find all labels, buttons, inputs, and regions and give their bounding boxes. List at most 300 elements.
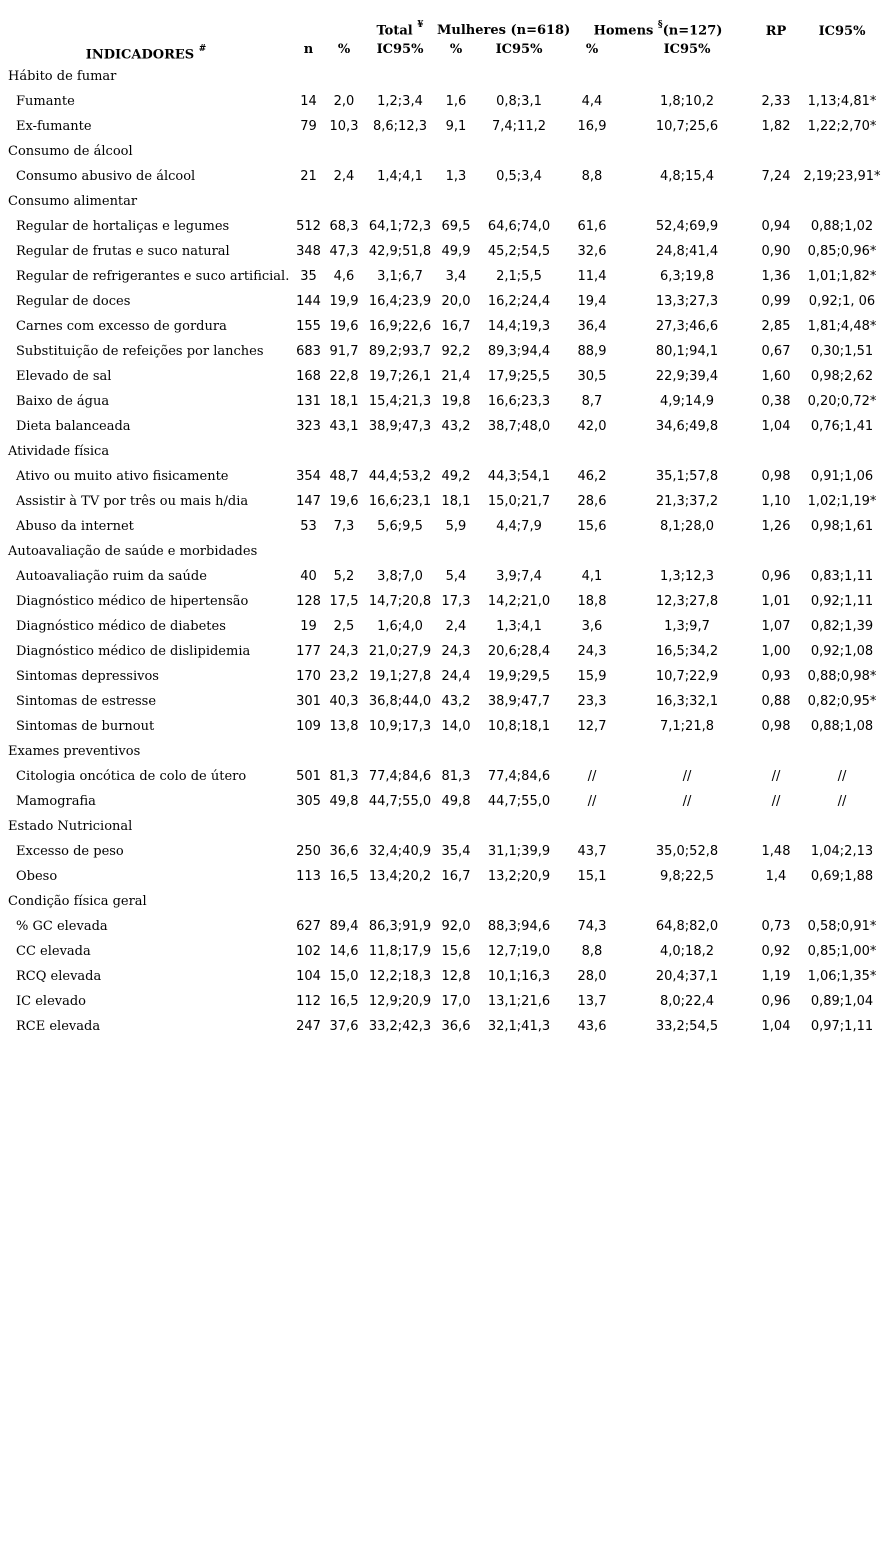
indicator-label: Sintomas de estresse [16,694,157,709]
men-pct-cell: 11,4 [577,269,607,284]
section-label: Consumo de álcool [8,144,133,159]
pct-cell: 22,8 [329,369,359,384]
table-row [0,364,885,389]
table-row [0,614,885,639]
ic-cell: 16,4;23,9 [368,294,432,309]
rp-cell: 0,38 [761,394,791,409]
women-pct-cell: 2,4 [445,619,467,634]
section-label: Consumo alimentar [8,194,138,209]
women-pct-cell: 49,2 [441,469,471,484]
men-pct-cell: 15,9 [577,669,607,684]
rp-ic-cell: 0,69;1,88 [810,869,874,884]
indicator-label: Obeso [16,869,58,884]
men-pct-cell: 74,3 [577,919,607,934]
women-ic-header: IC95% [495,42,543,57]
rp-ic-cell: 0,91;1,06 [810,469,874,484]
rp-cell: // [771,794,781,809]
n-cell: 348 [296,244,321,259]
n-cell: 683 [296,344,321,359]
women-pct-cell: 1,6 [445,94,467,109]
rp-cell: 1,04 [761,1019,791,1034]
men-pct-cell: 61,6 [577,219,607,234]
men-ic-cell: 21,3;37,2 [655,494,719,509]
table-row [0,414,885,439]
pct-cell: 14,6 [329,944,359,959]
rp-cell: 7,24 [761,169,791,184]
women-pct-cell: 36,6 [441,1019,471,1034]
rp-cell: 0,90 [761,244,791,259]
rp-cell: 1,01 [761,594,791,609]
indicator-label: Regular de doces [16,294,131,309]
indicator-label: RCE elevada [16,1019,101,1034]
pct-cell: 16,5 [329,869,359,884]
ic-cell: 1,4;4,1 [377,169,423,184]
section-row [0,739,885,764]
women-ic-cell: 38,7;48,0 [487,419,551,434]
rp-ic-cell: 1,22;2,70* [807,119,877,134]
table-row [0,1014,885,1039]
women-header: Mulheres (n=618) [437,23,571,38]
n-cell: 104 [296,969,321,984]
pct-cell: 49,8 [329,794,359,809]
table-row [0,939,885,964]
ic-cell: 86,3;91,9 [368,919,432,934]
rp-ic-cell: 0,58;0,91* [807,919,877,934]
n-cell: 247 [296,1019,321,1034]
rp-cell: 0,99 [761,294,791,309]
n-cell: 501 [296,769,321,784]
rp-ic-cell: 0,92;1,11 [810,594,874,609]
women-pct-cell: 16,7 [441,869,471,884]
men-pct-cell: 43,7 [577,844,607,859]
men-ic-cell: 16,3;32,1 [655,694,719,709]
rp-cell: 1,04 [761,419,791,434]
rp-ic-cell: 0,85;0,96* [807,244,877,259]
rp-ic-cell: 1,01;1,82* [807,269,877,284]
pct-cell: 13,8 [329,719,359,734]
indicator-label: Diagnóstico médico de diabetes [16,619,226,634]
men-ic-cell: 13,3;27,3 [655,294,719,309]
men-ic-cell: 7,1;21,8 [660,719,714,734]
section-label: Estado Nutricional [8,819,133,834]
n-cell: 21 [300,169,317,184]
women-ic-cell: 44,7;55,0 [487,794,551,809]
pct-cell: 36,6 [329,844,359,859]
indicator-label: Regular de frutas e suco natural [16,244,230,259]
rp-cell: 0,98 [761,469,791,484]
women-ic-cell: 38,9;47,7 [487,694,551,709]
women-ic-cell: 89,3;94,4 [487,344,551,359]
women-ic-cell: 12,7;19,0 [487,944,551,959]
n-cell: 14 [300,94,317,109]
ic-cell: 10,9;17,3 [368,719,432,734]
section-label: Atividade física [8,444,110,459]
table-row [0,264,885,289]
women-pct-cell: 18,1 [441,494,471,509]
men-pct-cell: 8,7 [581,394,603,409]
table-row [0,164,885,189]
rp-ic-cell: 0,82;0,95* [807,694,877,709]
women-ic-cell: 10,8;18,1 [487,719,551,734]
n-cell: 177 [296,644,321,659]
n-cell: 250 [296,844,321,859]
section-label: Hábito de fumar [8,69,117,84]
men-pct-cell: // [587,769,597,784]
ic-cell: 44,7;55,0 [368,794,432,809]
table-row [0,989,885,1014]
men-ic-cell: 52,4;69,9 [655,219,719,234]
indicator-label: Assistir à TV por três ou mais h/dia [16,494,249,509]
pct-cell: 7,3 [333,519,355,534]
ic-cell: 42,9;51,8 [368,244,432,259]
rp-cell: 0,96 [761,569,791,584]
women-ic-cell: 14,2;21,0 [487,594,551,609]
ic-cell: 12,9;20,9 [368,994,432,1009]
men-pct-cell: 88,9 [577,344,607,359]
rp-cell: 0,96 [761,994,791,1009]
ic-cell: 38,9;47,3 [368,419,432,434]
men-pct-cell: 28,0 [577,969,607,984]
rp-cell: 0,94 [761,219,791,234]
men-ic-header: IC95% [663,42,711,57]
women-ic-cell: 45,2;54,5 [487,244,551,259]
women-pct-cell: 43,2 [441,419,471,434]
women-ic-cell: 13,1;21,6 [487,994,551,1009]
section-row [0,189,885,214]
rp-ic-cell: 1,81;4,48* [807,319,877,334]
rp-cell: 1,10 [761,494,791,509]
rp-header: RP [765,23,787,39]
women-ic-cell: 13,2;20,9 [487,869,551,884]
pct-cell: 16,5 [329,994,359,1009]
ic-cell: 21,0;27,9 [368,644,432,659]
table-row [0,239,885,264]
n-cell: 40 [300,569,317,584]
n-cell: 512 [296,219,321,234]
table-row [0,714,885,739]
rp-ic-cell: 0,83;1,11 [810,569,874,584]
rp-ic-cell: 0,97;1,11 [810,1019,874,1034]
pct-cell: 5,2 [333,569,355,584]
women-ic-cell: 16,2;24,4 [487,294,551,309]
n-cell: 168 [296,369,321,384]
men-ic-cell: 10,7;22,9 [655,669,719,684]
rp-ic-cell: 0,92;1, 06 [808,294,876,309]
n-cell: 301 [296,694,321,709]
indicator-label: Citologia oncótica de colo de útero [16,769,247,784]
table-row [0,339,885,364]
women-ic-cell: 14,4;19,3 [487,319,551,334]
pct-cell: 47,3 [329,244,359,259]
rp-cell: 1,48 [761,844,791,859]
ic-cell: 44,4;53,2 [368,469,432,484]
men-ic-cell: 4,9;14,9 [660,394,714,409]
indicator-label: Elevado de sal [16,369,112,384]
women-pct-cell: 17,0 [441,994,471,1009]
rp-ic-cell: 1,02;1,19* [807,494,877,509]
men-pct-cell: 24,3 [577,644,607,659]
women-pct-cell: 92,2 [441,344,471,359]
indicator-label: Baixo de água [16,394,110,409]
rp-cell: 0,98 [761,719,791,734]
table-row [0,839,885,864]
men-pct-cell: 42,0 [577,419,607,434]
rp-ic-cell: 0,89;1,04 [810,994,874,1009]
ic-cell: 3,8;7,0 [377,569,423,584]
men-header [563,0,753,40]
men-pct-cell: 8,8 [581,944,603,959]
indicator-label: Dieta balanceada [16,419,131,434]
table-row [0,489,885,514]
women-ic-cell: 2,1;5,5 [496,269,542,284]
indicator-label: Ex-fumante [16,119,92,134]
table-row [0,114,885,139]
ic-cell: 5,6;9,5 [377,519,423,534]
men-pct-cell: 8,8 [581,169,603,184]
n-cell: 112 [296,994,321,1009]
rp-ic-cell: 0,98;2,62 [810,369,874,384]
men-pct-cell: 30,5 [577,369,607,384]
table-row [0,464,885,489]
section-row [0,889,885,914]
indicator-label: Excesso de peso [16,844,124,859]
rp-ic-cell: 2,19;23,91* [803,169,881,184]
ic-cell: 1,6;4,0 [377,619,423,634]
men-ic-cell: 27,3;46,6 [655,319,719,334]
n-cell: 35 [300,269,317,284]
women-pct-cell: 14,0 [441,719,471,734]
men-pct-cell: 15,1 [577,869,607,884]
women-ic-cell: 16,6;23,3 [487,394,551,409]
men-pct-cell: 23,3 [577,694,607,709]
men-pct-cell: 19,4 [577,294,607,309]
women-pct-cell: 17,3 [441,594,471,609]
section-label: Exames preventivos [8,744,141,759]
rp-cell: 1,00 [761,644,791,659]
women-pct-cell: 35,4 [441,844,471,859]
men-pct-cell: 43,6 [577,1019,607,1034]
n-cell: 113 [296,869,321,884]
total-header-label: Total [376,23,413,38]
pct-cell: 10,3 [329,119,359,134]
rp-cell: 1,19 [761,969,791,984]
pct-cell: 48,7 [329,469,359,484]
table-header [0,0,885,64]
section-row [0,64,885,89]
ic-cell: 11,8;17,9 [368,944,432,959]
men-ic-cell: 12,3;27,8 [655,594,719,609]
men-pct-cell: 18,8 [577,594,607,609]
women-ic-cell: 10,1;16,3 [487,969,551,984]
women-pct-cell: 5,9 [445,519,467,534]
pct-cell: 15,0 [329,969,359,984]
section-label: Autoavaliação de saúde e morbidades [8,544,258,559]
men-ic-cell: 34,6;49,8 [655,419,719,434]
ic-cell: 19,7;26,1 [368,369,432,384]
ic-cell: 14,7;20,8 [368,594,432,609]
men-ic-cell: 35,0;52,8 [655,844,719,859]
men-footnote-mark: § [657,19,663,30]
women-ic-cell: 3,9;7,4 [496,569,542,584]
women-pct-cell: 20,0 [441,294,471,309]
ic-cell: 36,8;44,0 [368,694,432,709]
pct-cell: 43,1 [329,419,359,434]
men-ic-cell: 22,9;39,4 [655,369,719,384]
rp-cell: 1,36 [761,269,791,284]
table-row [0,664,885,689]
section-row [0,439,885,464]
n-cell: 19 [300,619,317,634]
women-ic-cell: 32,1;41,3 [487,1019,551,1034]
indicators-header [0,0,292,64]
table-row [0,289,885,314]
men-pct-cell: // [587,794,597,809]
pct-cell: 91,7 [329,344,359,359]
rp-ic-header: IC95% [818,23,866,39]
women-pct-cell: 5,4 [445,569,467,584]
men-ic-cell: 4,0;18,2 [660,944,714,959]
pct-cell: 89,4 [329,919,359,934]
indicator-label: Sintomas depressivos [16,669,159,684]
women-ic-cell: 7,4;11,2 [492,119,546,134]
pct-cell: 18,1 [329,394,359,409]
rp-cell: // [771,769,781,784]
indicator-label: Sintomas de burnout [16,719,155,734]
women-ic-cell: 31,1;39,9 [487,844,551,859]
rp-ic-cell: 0,88;0,98* [807,669,877,684]
indicator-label: Diagnóstico médico de hipertensão [16,594,249,609]
ic-cell: 1,2;3,4 [377,94,423,109]
women-pct-header: % [449,42,463,57]
table-row [0,639,885,664]
rp-ic-cell: 1,13;4,81* [807,94,877,109]
table-row [0,589,885,614]
n-cell: 102 [296,944,321,959]
ic-cell: 16,6;23,1 [368,494,432,509]
women-ic-cell: 0,5;3,4 [496,169,542,184]
men-ic-cell: 35,1;57,8 [655,469,719,484]
men-ic-cell: 9,8;22,5 [660,869,714,884]
n-cell: 155 [296,319,321,334]
women-ic-cell: 1,3;4,1 [496,619,542,634]
women-ic-cell: 20,6;28,4 [487,644,551,659]
women-pct-cell: 1,3 [445,169,467,184]
women-pct-cell: 43,2 [441,694,471,709]
table-row [0,914,885,939]
rp-cell: 0,73 [761,919,791,934]
pct-cell: 2,5 [333,619,355,634]
men-pct-header: % [585,42,599,57]
pct-cell: 37,6 [329,1019,359,1034]
indicator-label: Fumante [16,94,75,109]
pct-cell: 23,2 [329,669,359,684]
men-ic-cell: 80,1;94,1 [655,344,719,359]
rp-ic-cell: 1,06;1,35* [807,969,877,984]
n-cell: 170 [296,669,321,684]
rp-cell: 1,4 [765,869,787,884]
men-ic-cell: 24,8;41,4 [655,244,719,259]
ic-cell: 89,2;93,7 [368,344,432,359]
women-pct-cell: 16,7 [441,319,471,334]
pct-cell: 19,9 [329,294,359,309]
table-row [0,214,885,239]
indicator-label: RCQ elevada [16,969,102,984]
indicator-label: IC elevado [16,994,87,1009]
men-ic-cell: // [682,794,692,809]
n-cell: 147 [296,494,321,509]
rp-ic-cell: 0,76;1,41 [810,419,874,434]
rp-cell: 2,85 [761,319,791,334]
men-ic-cell: // [682,769,692,784]
indicator-label: Substituição de refeições por lanches [16,344,264,359]
ic-cell: 64,1;72,3 [368,219,432,234]
indicators-header-label: INDICADORES [85,47,195,62]
women-ic-cell: 0,8;3,1 [496,94,542,109]
men-ic-cell: 10,7;25,6 [655,119,719,134]
rp-ic-cell: // [837,794,847,809]
women-pct-cell: 49,8 [441,794,471,809]
table-row [0,864,885,889]
pct-cell: 68,3 [329,219,359,234]
rp-ic-cell: 1,04;2,13 [810,844,874,859]
ic-header: IC95% [376,42,424,57]
men-pct-cell: 4,4 [581,94,603,109]
rp-ic-cell: 0,92;1,08 [810,644,874,659]
table-row [0,89,885,114]
n-cell: 131 [296,394,321,409]
pct-cell: 2,0 [333,94,355,109]
rp-cell: 1,82 [761,119,791,134]
section-row [0,814,885,839]
women-pct-cell: 69,5 [441,219,471,234]
indicator-label: CC elevada [16,944,91,959]
indicator-label: Mamografia [16,794,96,809]
rp-ic-cell: 0,88;1,08 [810,719,874,734]
men-pct-cell: 12,7 [577,719,607,734]
women-ic-cell: 88,3;94,6 [487,919,551,934]
women-pct-cell: 92,0 [441,919,471,934]
section-row [0,139,885,164]
women-pct-cell: 9,1 [445,119,467,134]
rp-ic-cell: 0,82;1,39 [810,619,874,634]
section-row [0,539,885,564]
n-cell: 79 [300,119,317,134]
indicator-label: Regular de refrigerantes e suco artificial. [16,269,290,284]
rp-ic-cell: 0,20;0,72* [807,394,877,409]
ic-cell: 77,4;84,6 [368,769,432,784]
ic-cell: 33,2;42,3 [368,1019,432,1034]
women-ic-cell: 77,4;84,6 [487,769,551,784]
indicator-label: Ativo ou muito ativo fisicamente [16,469,229,484]
ic-cell: 15,4;21,3 [368,394,432,409]
ic-cell: 32,4;40,9 [368,844,432,859]
rp-cell: 1,07 [761,619,791,634]
ic-cell: 16,9;22,6 [368,319,432,334]
women-ic-cell: 44,3;54,1 [487,469,551,484]
n-cell: 128 [296,594,321,609]
pct-cell: 24,3 [329,644,359,659]
women-pct-cell: 24,3 [441,644,471,659]
indicator-label: Regular de hortaliças e legumes [16,219,230,234]
indicator-label: Abuso da internet [16,519,134,534]
indicator-label: Carnes com excesso de gordura [16,319,227,334]
rp-ic-cell: // [837,769,847,784]
rp-cell: 0,92 [761,944,791,959]
rp-cell: 1,60 [761,369,791,384]
rp-cell: 0,93 [761,669,791,684]
rp-cell: 1,26 [761,519,791,534]
men-pct-cell: 13,7 [577,994,607,1009]
